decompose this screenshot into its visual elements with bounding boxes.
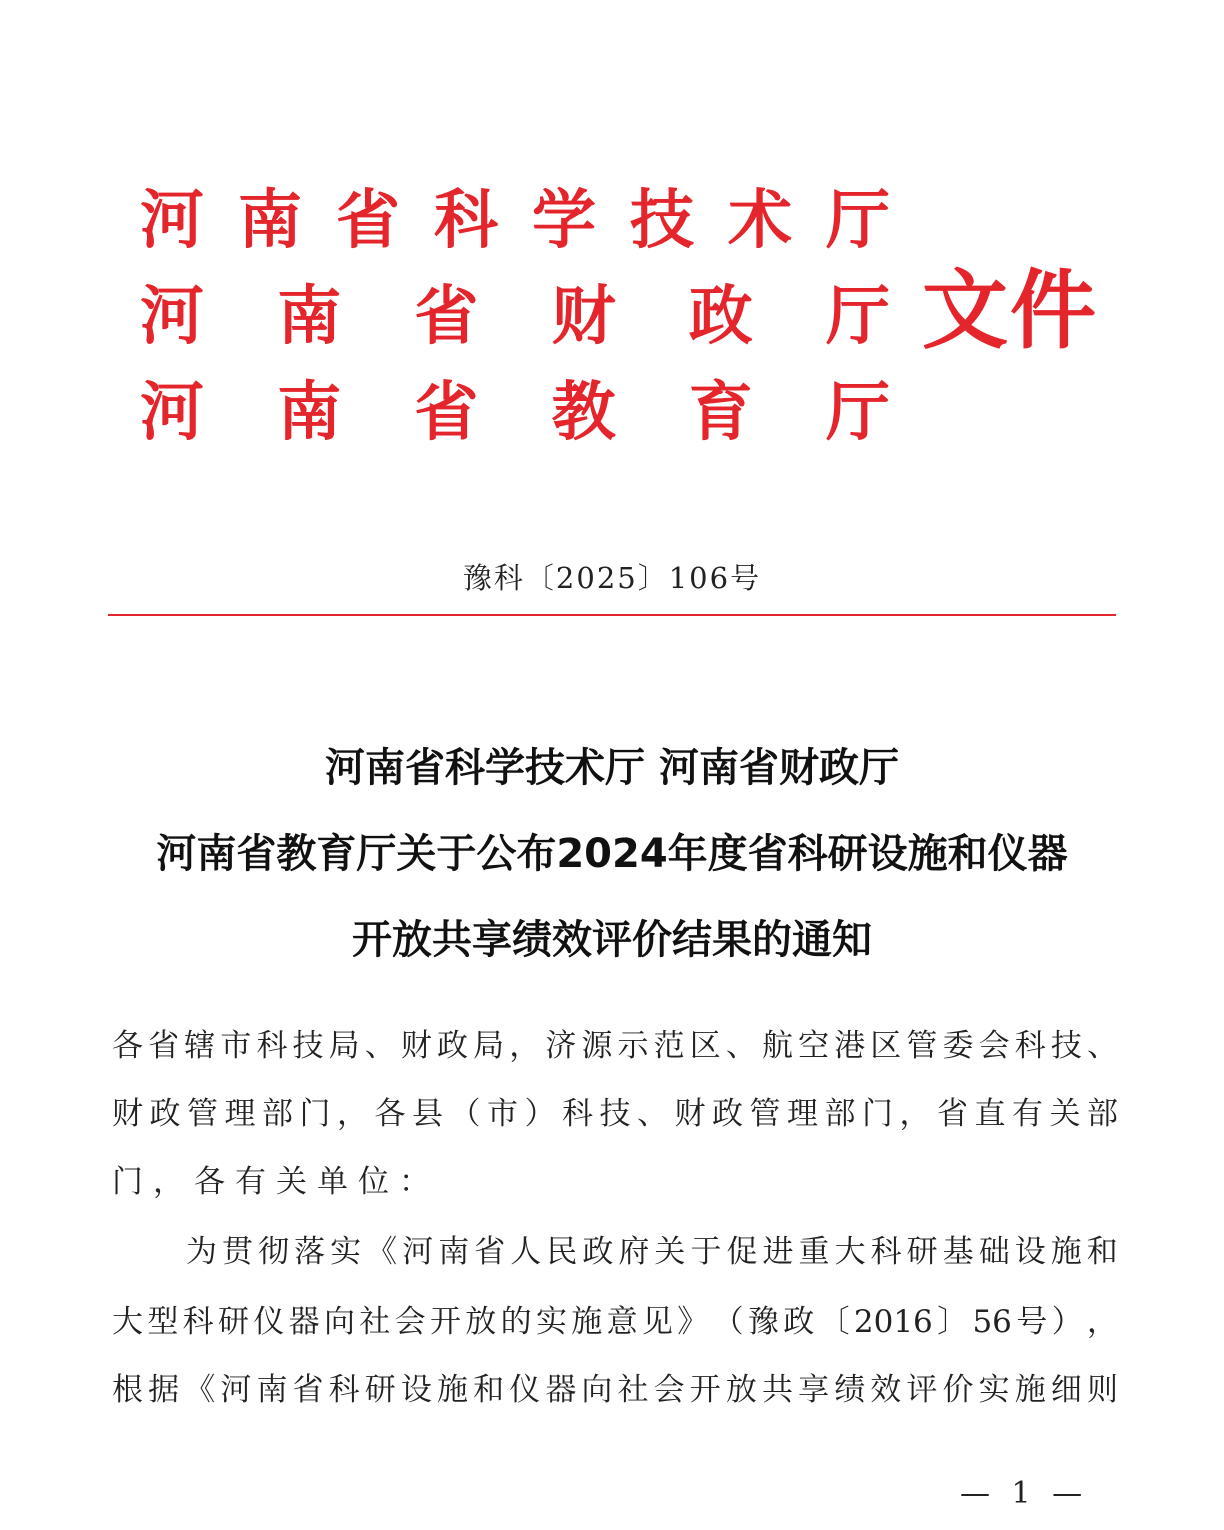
paragraph-line-3 (112, 1370, 1118, 1410)
text-token: 仪 (253, 1303, 285, 1340)
text-token: 技 (1050, 1027, 1082, 1064)
issuer-science-technology-dept (140, 181, 890, 261)
text-token: 省 (292, 1371, 324, 1408)
text-token: 设 (400, 1371, 432, 1408)
issuer-character: 教 (551, 375, 616, 450)
issuer-character: 省 (414, 375, 479, 450)
text-token: 〔 (818, 1303, 850, 1340)
issuer-character: 育 (688, 375, 753, 450)
text-token: 辖 (184, 1027, 216, 1064)
text-token: 为 (186, 1233, 217, 1270)
text-token: 区 (870, 1027, 902, 1064)
issuer-character: 科 (434, 183, 498, 258)
document-header (0, 0, 1224, 460)
text-token: 社 (359, 1303, 391, 1340)
issuer-character: 技 (630, 183, 694, 258)
text-token: 开 (429, 1303, 461, 1340)
text-token: 评 (906, 1371, 938, 1408)
text-token: 部 (1087, 1095, 1118, 1132)
text-token: 港 (834, 1027, 866, 1064)
text-token: 绩 (834, 1371, 866, 1408)
text-token: 财 (400, 1027, 432, 1064)
text-token: ， (509, 1027, 541, 1064)
text-token: 府 (618, 1233, 650, 1270)
text-token: 施 (436, 1371, 468, 1408)
text-token: 民 (546, 1233, 578, 1270)
text-token: 管 (749, 1095, 781, 1132)
issuer-character: 河 (140, 279, 204, 354)
text-token: 济 (545, 1027, 577, 1064)
text-token: 落 (294, 1233, 326, 1270)
text-token: 南 (256, 1371, 288, 1408)
text-token: 会 (978, 1027, 1010, 1064)
text-token: （ (449, 1095, 481, 1132)
text-token: 社 (617, 1371, 649, 1408)
text-token: 政 (582, 1233, 614, 1270)
text-token: 大 (834, 1233, 866, 1270)
text-token: 设 (1014, 1233, 1046, 1270)
text-token: 研 (217, 1303, 249, 1340)
text-token: 意 (606, 1303, 638, 1340)
text-token: 门 (299, 1095, 331, 1132)
text-token: 范 (653, 1027, 685, 1064)
issuer-character: 河 (140, 375, 204, 450)
text-token: 科 (870, 1233, 902, 1270)
issuer-character: 南 (277, 375, 342, 450)
text-token: 人 (510, 1233, 542, 1270)
text-token: 省 (937, 1095, 968, 1132)
issuer-finance-dept (140, 277, 890, 357)
text-token: 施 (571, 1303, 603, 1340)
text-token: 据 (148, 1371, 180, 1408)
document-suffix: 文件 (922, 260, 1098, 361)
issuer-education-dept (140, 373, 890, 453)
text-token: 河 (220, 1371, 252, 1408)
text-token: 见 (641, 1303, 673, 1340)
text-token: 区 (689, 1027, 721, 1064)
text-token: 和 (473, 1371, 505, 1408)
text-token: 享 (798, 1371, 830, 1408)
text-token: 管 (906, 1027, 938, 1064)
text-token: 理 (787, 1095, 818, 1132)
text-token: 施 (1014, 1371, 1046, 1408)
text-token: 2016 (853, 1303, 933, 1340)
text-token: 贯 (222, 1233, 254, 1270)
issuer-character: 省 (336, 183, 400, 258)
red-divider (108, 614, 1116, 616)
text-token: 重 (798, 1233, 830, 1270)
issuer-character: 厅 (826, 183, 890, 258)
addressee-line-1 (112, 1026, 1118, 1066)
text-token: 实 (330, 1233, 362, 1270)
text-token: ， (899, 1095, 931, 1132)
issuer-character: 南 (238, 183, 302, 258)
text-token: 政 (783, 1303, 815, 1340)
page-number: — 1 — (960, 1476, 1089, 1511)
issuer-character: 学 (532, 183, 596, 258)
text-token: 豫 (747, 1303, 779, 1340)
text-token: 源 (581, 1027, 613, 1064)
text-token: 理 (224, 1095, 256, 1132)
addressee-line-2 (112, 1094, 1118, 1134)
text-token: 科 (182, 1303, 214, 1340)
text-token: 科 (562, 1095, 593, 1132)
text-token: 》 (677, 1303, 709, 1340)
text-token: 《 (184, 1371, 216, 1408)
text-token: 细 (1050, 1371, 1082, 1408)
text-token: （ (712, 1303, 744, 1340)
text-token: 省 (148, 1027, 180, 1064)
text-token: ） (1051, 1303, 1083, 1340)
text-token: 进 (762, 1233, 794, 1270)
document-number: 豫科〔2025〕106号 (462, 561, 762, 595)
text-token: 实 (535, 1303, 567, 1340)
text-token: 根 (112, 1371, 143, 1408)
text-token: 关 (1049, 1095, 1081, 1132)
text-token: 研 (364, 1371, 396, 1408)
text-token: 、 (1086, 1027, 1118, 1064)
text-token: 放 (465, 1303, 497, 1340)
text-token: 型 (147, 1303, 179, 1340)
text-token: 大 (112, 1303, 143, 1340)
issuer-character: 省 (414, 279, 479, 354)
text-token: 础 (978, 1233, 1010, 1270)
issuer-character: 政 (688, 279, 753, 354)
text-token: 科 (256, 1027, 288, 1064)
text-token: 号 (1016, 1303, 1048, 1340)
text-token: 政 (436, 1027, 468, 1064)
text-token: 直 (974, 1095, 1006, 1132)
issuer-character: 财 (551, 279, 616, 354)
text-token: ， (337, 1095, 368, 1132)
text-token: 县 (412, 1095, 443, 1132)
text-token: 省 (474, 1233, 506, 1270)
text-token: 政 (712, 1095, 743, 1132)
text-token: 市 (487, 1095, 518, 1132)
text-token: 河 (402, 1233, 434, 1270)
text-token: 仪 (509, 1371, 541, 1408)
issuer-character: 河 (140, 183, 204, 258)
text-token: 各 (112, 1027, 143, 1064)
text-token: 效 (870, 1371, 902, 1408)
text-token: 政 (149, 1095, 181, 1132)
text-token: 、 (364, 1027, 396, 1064)
text-token: 局 (473, 1027, 505, 1064)
text-token: 价 (942, 1371, 974, 1408)
issuer-character: 南 (277, 279, 342, 354)
text-token: 技 (292, 1027, 324, 1064)
title-line-1: 河南省科学技术厅 河南省财政厅 (325, 745, 899, 791)
text-token: 会 (653, 1371, 685, 1408)
text-token: 门 (862, 1095, 893, 1132)
text-token: 空 (798, 1027, 830, 1064)
text-token: 有 (1012, 1095, 1043, 1132)
text-token: 南 (438, 1233, 470, 1270)
paragraph-line-2 (112, 1302, 1118, 1342)
text-token: 则 (1086, 1371, 1118, 1408)
text-token: 各 (374, 1095, 406, 1132)
text-token: 管 (187, 1095, 218, 1132)
text-token: 器 (545, 1371, 577, 1408)
text-token: 委 (942, 1027, 974, 1064)
text-token: 航 (761, 1027, 793, 1064)
text-token: 财 (112, 1095, 143, 1132)
text-token: 研 (906, 1233, 938, 1270)
paragraph-line-1 (186, 1232, 1118, 1272)
text-token: 共 (761, 1371, 793, 1408)
issuer-character: 术 (728, 183, 792, 258)
text-token: 科 (1014, 1027, 1046, 1064)
text-token: 开 (689, 1371, 721, 1408)
title-line-2: 河南省教育厅关于公布2024年度省科研设施和仪器 (156, 831, 1068, 877)
text-token: 会 (394, 1303, 426, 1340)
text-token: 〕 (937, 1303, 969, 1340)
text-token: 于 (690, 1233, 722, 1270)
text-token: 器 (288, 1303, 320, 1340)
text-token: 技 (599, 1095, 631, 1132)
text-token: 施 (1050, 1233, 1082, 1270)
text-token: 示 (617, 1027, 649, 1064)
text-token: 部 (262, 1095, 293, 1132)
text-token: 的 (500, 1303, 532, 1340)
text-token: 促 (726, 1233, 758, 1270)
text-token: 、 (637, 1095, 668, 1132)
text-token: 部 (824, 1095, 856, 1132)
text-token: 关 (654, 1233, 686, 1270)
text-token: ） (524, 1095, 556, 1132)
text-token: 彻 (258, 1233, 290, 1270)
text-token: 科 (328, 1371, 360, 1408)
text-token: 、 (725, 1027, 757, 1064)
text-token: 市 (220, 1027, 252, 1064)
title-line-3: 开放共享绩效评价结果的通知 (352, 917, 872, 963)
text-token: ， (1086, 1303, 1118, 1340)
addressee-line-3: 门，各有关单位： (112, 1163, 440, 1200)
text-token: 财 (674, 1095, 706, 1132)
issuer-character: 厅 (825, 279, 890, 354)
text-token: 《 (366, 1233, 398, 1270)
text-token: 向 (581, 1371, 613, 1408)
text-token: 实 (978, 1371, 1010, 1408)
text-token: 向 (323, 1303, 355, 1340)
text-token: 放 (725, 1371, 757, 1408)
text-token: 基 (942, 1233, 974, 1270)
text-token: 56 (972, 1303, 1012, 1340)
text-token: 和 (1086, 1233, 1118, 1270)
issuer-character: 厅 (825, 375, 890, 450)
text-token: 局 (328, 1027, 360, 1064)
